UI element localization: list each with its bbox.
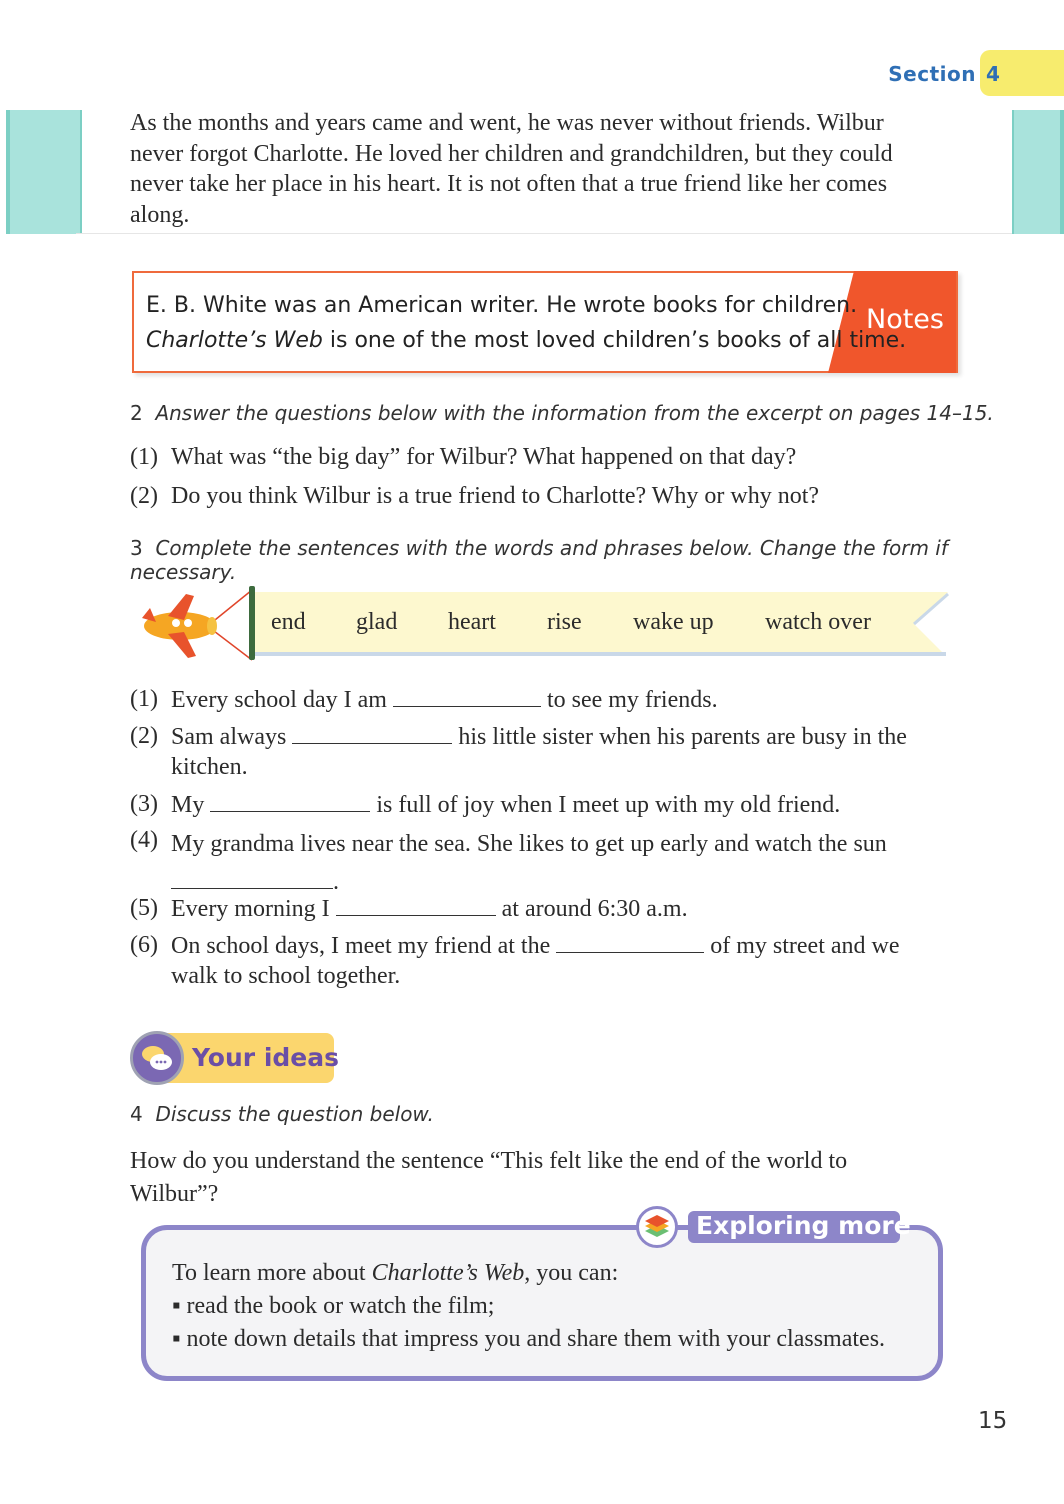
sentence-text: Every school day I am (171, 687, 387, 713)
word-wake-up: wake up (633, 609, 714, 635)
word-rise: rise (547, 609, 582, 635)
sentence-text: is full of joy when I meet up with my old friend. (376, 792, 841, 818)
question-number: (1) (130, 444, 158, 470)
sentence-number: (3) (130, 791, 158, 817)
word-glad: glad (356, 609, 398, 635)
blank-input[interactable] (210, 789, 370, 812)
list-item (130, 893, 990, 923)
bullet-text: read the book or watch the film; (186, 1293, 495, 1319)
sentence-text: at around 6:30 a.m. (501, 896, 688, 922)
exercise-2-instruction (130, 401, 1010, 425)
instruction-text: Discuss the question below. (155, 1102, 434, 1126)
bullet-text: note down details that impress you and share them with your classmates. (186, 1326, 886, 1352)
sentence-number: (6) (130, 932, 158, 958)
sentence-text: Every morning I (171, 896, 330, 922)
blank-input[interactable] (556, 930, 704, 953)
exercise-number: 2 (130, 401, 143, 425)
word-heart: heart (448, 609, 496, 635)
intro-text: To learn more about (172, 1260, 372, 1286)
sentence-number: (2) (130, 723, 158, 749)
instruction-text: Complete the sentences with the words and phrases below. Change the form if necessary. (130, 536, 948, 584)
sentence-text: On school days, I meet my friend at the (171, 933, 551, 959)
sentence-text: his little sister when his parents are busy in the (458, 724, 907, 750)
notes-line-2-rest: is one of the most loved children’s books of all time. (322, 328, 907, 353)
exercise-4-instruction (130, 1102, 830, 1126)
notes-label: Notes (866, 304, 944, 335)
list-item (130, 481, 990, 511)
list-item (130, 721, 990, 783)
story-excerpt: As the months and years came and went, he was never without friends. Wilbur never forgot Charlotte. He loved her children and grandchildren, but they could never take her place in his heart. It is not often that a true friend like her comes along. (130, 110, 893, 229)
sentence-text: Sam always (171, 724, 287, 750)
sentence-text: kitchen. (171, 754, 248, 780)
speech-bubbles-icon (130, 1031, 184, 1085)
exploring-more-intro (172, 1257, 885, 1290)
instruction-text: Answer the questions below with the information from the excerpt on pages 14–15. (155, 401, 994, 425)
page-number: 15 (978, 1408, 1008, 1434)
blank-input[interactable] (292, 721, 452, 744)
list-item: ▪ note down details that impress you and share them with your classmates. (172, 1326, 886, 1352)
sentence-number: (5) (130, 895, 158, 921)
question-text: What was “the big day” for Wilbur? What happened on that day? (171, 444, 797, 470)
sentence-text: . (333, 869, 339, 895)
book-title: Charlotte’s Web (146, 328, 323, 353)
list-item (130, 442, 990, 472)
word-bank-post (249, 586, 255, 660)
book-title: Charlotte’s Web (371, 1260, 525, 1286)
word-bank-ribbon-end (900, 592, 950, 656)
sentence-text: to see my friends. (546, 687, 718, 713)
sentence-text: of my street and we (710, 933, 900, 959)
section-number: 4 (986, 62, 1000, 86)
sentence-number: (1) (130, 686, 158, 712)
section-label: Section (888, 62, 976, 86)
list-item (130, 684, 990, 714)
exercise-number: 4 (130, 1102, 143, 1126)
left-teal-bar (6, 110, 82, 234)
sentence-text: walk to school together. (171, 963, 401, 989)
discussion-question: How do you understand the sentence “This felt like the end of the world to Wilbur”? (130, 1148, 848, 1207)
books-icon (636, 1206, 678, 1248)
airplane-icon (138, 588, 256, 662)
list-item (130, 930, 990, 992)
question-text: Do you think Wilbur is a true friend to Charlotte? Why or why not? (171, 483, 820, 509)
notes-text (146, 288, 906, 358)
blank-input[interactable] (171, 866, 333, 889)
story-divider (76, 233, 1012, 234)
list-item: ▪ read the book or watch the film; (172, 1293, 495, 1319)
exercise-number: 3 (130, 536, 143, 560)
list-item (130, 825, 990, 895)
exploring-more-label: Exploring more (696, 1211, 911, 1240)
blank-input[interactable] (393, 684, 541, 707)
word-bank-underline (252, 652, 946, 656)
question-number: (2) (130, 483, 158, 509)
sentence-number: (4) (130, 827, 158, 853)
right-teal-bar (1012, 110, 1064, 234)
your-ideas-label: Your ideas (192, 1043, 339, 1072)
exploring-more-text (172, 1257, 885, 1356)
word-end: end (271, 609, 306, 635)
notes-line-1: E. B. White was an American writer. He wrote books for children. (146, 293, 858, 318)
blank-input[interactable] (336, 893, 496, 916)
intro-text: , you can: (524, 1260, 619, 1286)
sentence-text: My grandma lives near the sea. She likes to get up early and watch the sun (171, 831, 887, 857)
exercise-3-instruction (130, 536, 1030, 584)
list-item (130, 789, 990, 819)
word-watch-over: watch over (765, 609, 871, 635)
sentence-text: My (171, 792, 205, 818)
notes-line-2 (146, 323, 906, 358)
